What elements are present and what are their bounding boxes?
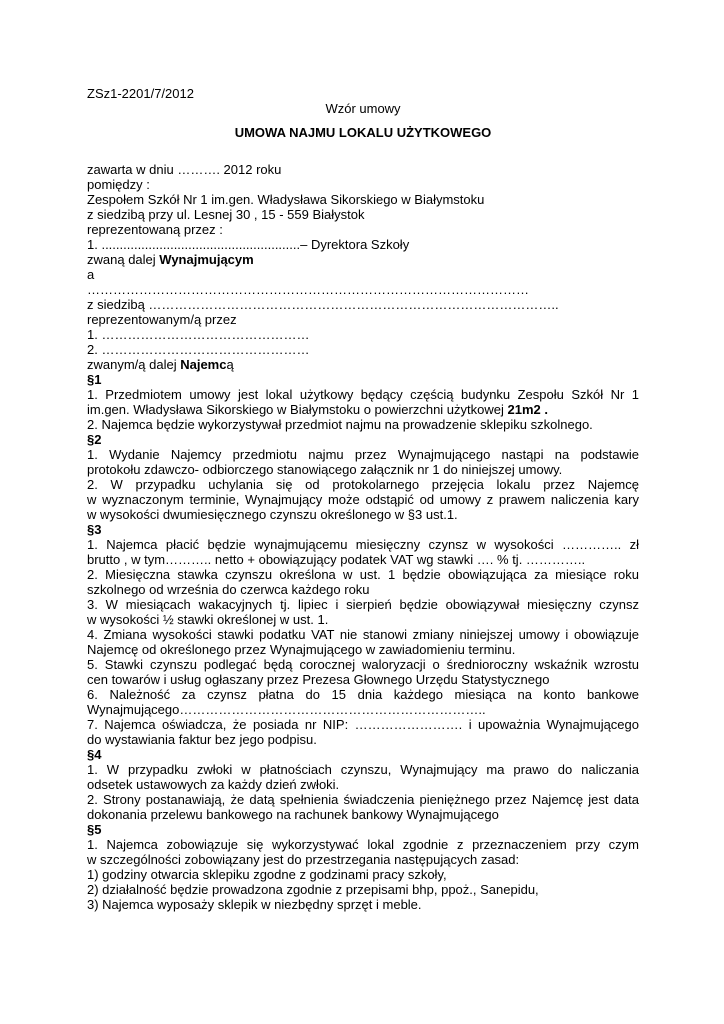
list-item: 1) godziny otwarcia sklepiku zgodne z godzinami pracy szkoły, xyxy=(87,867,447,882)
area-text: im.gen. Władysława Sikorskiego w Białymstoku o powierzchni użytkowej xyxy=(87,402,508,417)
paragraph-line: 2. Miesięczna stawka czynszu określona w ust. 1 będzie obowiązująca za miesiące roku xyxy=(87,567,639,582)
paragraph-line: 7. Najemca oświadcza, że posiada nr NIP: ……………………. i upoważnia Wynajmującego xyxy=(87,717,639,732)
paragraph-line: brutto , w tym……….. netto + obowiązujący podatek VAT wg stawki …. % tj. ………….. xyxy=(87,552,586,567)
paragraph-line: protokołu zdawczo- odbiorczego stanowiącego załącznik nr 1 do niniejszej umowy. xyxy=(87,462,563,477)
paragraph-line: Wynajmującego…………………………………………………………….. xyxy=(87,702,486,717)
list-item: 2) działalność będzie prowadzona zgodnie z przepisami bhp, ppoż., Sanepidu, xyxy=(87,882,539,897)
landlord-represented-by: reprezentowaną przez : xyxy=(87,222,223,237)
tenant-called-prefix: zwanym/ą dalej xyxy=(87,357,181,372)
landlord-representative: 1. .......................................................– Dyrektora Szkoły xyxy=(87,237,410,252)
tenant-called-line xyxy=(87,357,639,372)
paragraph-line: szkolnego od września do czerwca każdego roku xyxy=(87,582,370,597)
tenant-label: Najemc xyxy=(180,357,227,372)
paragraph-line: 2. W przypadku uchylania się od protokolarnego przejęcia lokalu przez Najemcę xyxy=(87,477,639,492)
tenant-representative-2: 2. ………………………………………… xyxy=(87,342,310,357)
section-heading: §5 xyxy=(87,822,102,837)
paragraph-line: 5. Stawki czynszu podlegać będą corocznej waloryzacji o średnioroczny wskaźnik wzrostu xyxy=(87,657,639,672)
paragraph-line: 1. Najemca płacić będzie wynajmującemu miesięczny czynsz w wysokości ………….. zł xyxy=(87,537,639,552)
paragraph-line: w szczególności zobowiązany jest do przestrzegania następujących zasad: xyxy=(87,852,520,867)
paragraph-line: w wysokości ½ stawki określonej w ust. 1. xyxy=(87,612,329,627)
section-2 xyxy=(87,432,639,522)
section-4 xyxy=(87,747,639,822)
section-heading: §3 xyxy=(87,522,102,537)
landlord-name: Zespołem Szkół Nr 1 im.gen. Władysława Sikorskiego w Białymstoku xyxy=(87,192,485,207)
paragraph-line: 1. W przypadku zwłoki w płatnościach czynszu, Wynajmujący ma prawo do naliczania xyxy=(87,762,639,777)
tenant-label-suffix: ą xyxy=(226,357,234,372)
paragraph-line: 1. Wydanie Najemcy przedmiotu najmu przez Wynajmującego nastąpi na podstawie xyxy=(87,447,639,462)
paragraph-line: Najemcę od określonego przez Wynajmującego w zawiadomieniu terminu. xyxy=(87,642,516,657)
paragraph-line: w wysokości dwumiesięcznego czynszu określonego w §3 ust.1. xyxy=(87,507,458,522)
and-line: a xyxy=(87,267,95,282)
paragraph-line: do wystawiania faktur bez jego podpisu. xyxy=(87,732,317,747)
paragraph-line: 4. Zmiana wysokości stawki podatku VAT nie stanowi zmiany niniejszej umowy i obowiązuje xyxy=(87,627,639,642)
paragraph-line: 1. Najemca zobowiązuje się wykorzystywać lokal zgodnie z przeznaczeniem przy czym xyxy=(87,837,639,852)
paragraph-line: 1. Przedmiotem umowy jest lokal użytkowy będący częścią budynku Zespołu Szkół Nr 1 xyxy=(87,387,639,402)
paragraph-line: 2. Najemca będzie wykorzystywał przedmiot najmu na prowadzenie sklepiku szkolnego. xyxy=(87,417,593,432)
list-item: 3) Najemca wyposaży sklepik w niezbędny sprzęt i meble. xyxy=(87,897,422,912)
landlord-seat: z siedzibą przy ul. Lesnej 30 , 15 - 559 Białystok xyxy=(87,207,365,222)
section-heading: §1 xyxy=(87,372,102,387)
section-5 xyxy=(87,822,639,912)
section-heading: §4 xyxy=(87,747,102,762)
paragraph-line: 2. Strony postanawiają, że datą spełnienia świadczenia pieniężnego przez Najemcę jest data xyxy=(87,792,639,807)
tenant-representative-1: 1. ………………………………………… xyxy=(87,327,310,342)
section-heading: §2 xyxy=(87,432,102,447)
document-title: UMOWA NAJMU LOKALU UŻYTKOWEGO xyxy=(234,125,492,140)
tenant-name-blank: ………………………………………………………………………………………… xyxy=(87,282,529,297)
called-prefix: zwaną dalej xyxy=(87,252,160,267)
landlord-label: Wynajmującym xyxy=(159,252,254,267)
concluded-date-line: zawarta w dniu ………. 2012 roku xyxy=(87,162,282,177)
paragraph-line: cen towarów i usług ogłaszany przez Prezesa Głownego Urzędu Statystycznego xyxy=(87,672,550,687)
paragraph-line xyxy=(87,402,639,417)
paragraph-line: odsetek ustawowych za każdy dzień zwłoki. xyxy=(87,777,340,792)
tenant-represented-by: reprezentowanym/ą przez xyxy=(87,312,237,327)
paragraph-line: w wyznaczonym terminie, Wynajmujący może odstąpić od umowy z prawem naliczenia kary xyxy=(87,492,639,507)
section-3 xyxy=(87,522,639,747)
document-page xyxy=(87,86,639,912)
paragraph-line: 6. Należność za czynsz płatna do 15 dnia każdego miesiąca na konto bankowe xyxy=(87,687,639,702)
area-value: 21m2 . xyxy=(507,402,548,417)
paragraph-line: dokonania przelewu bankowego na rachunek bankowy Wynajmującego xyxy=(87,807,499,822)
between-line: pomiędzy : xyxy=(87,177,150,192)
document-subtitle: Wzór umowy xyxy=(325,101,401,116)
landlord-called-line xyxy=(87,252,639,267)
parties-section xyxy=(87,162,639,372)
tenant-seat-blank: z siedzibą ………………………………………………………………………………….. xyxy=(87,297,559,312)
paragraph-line: 3. W miesiącach wakacyjnych tj. lipiec i sierpień będzie obowiązywał miesięczny czynsz xyxy=(87,597,639,612)
section-1 xyxy=(87,372,639,432)
reference-number: ZSz1-2201/7/2012 xyxy=(87,86,194,101)
